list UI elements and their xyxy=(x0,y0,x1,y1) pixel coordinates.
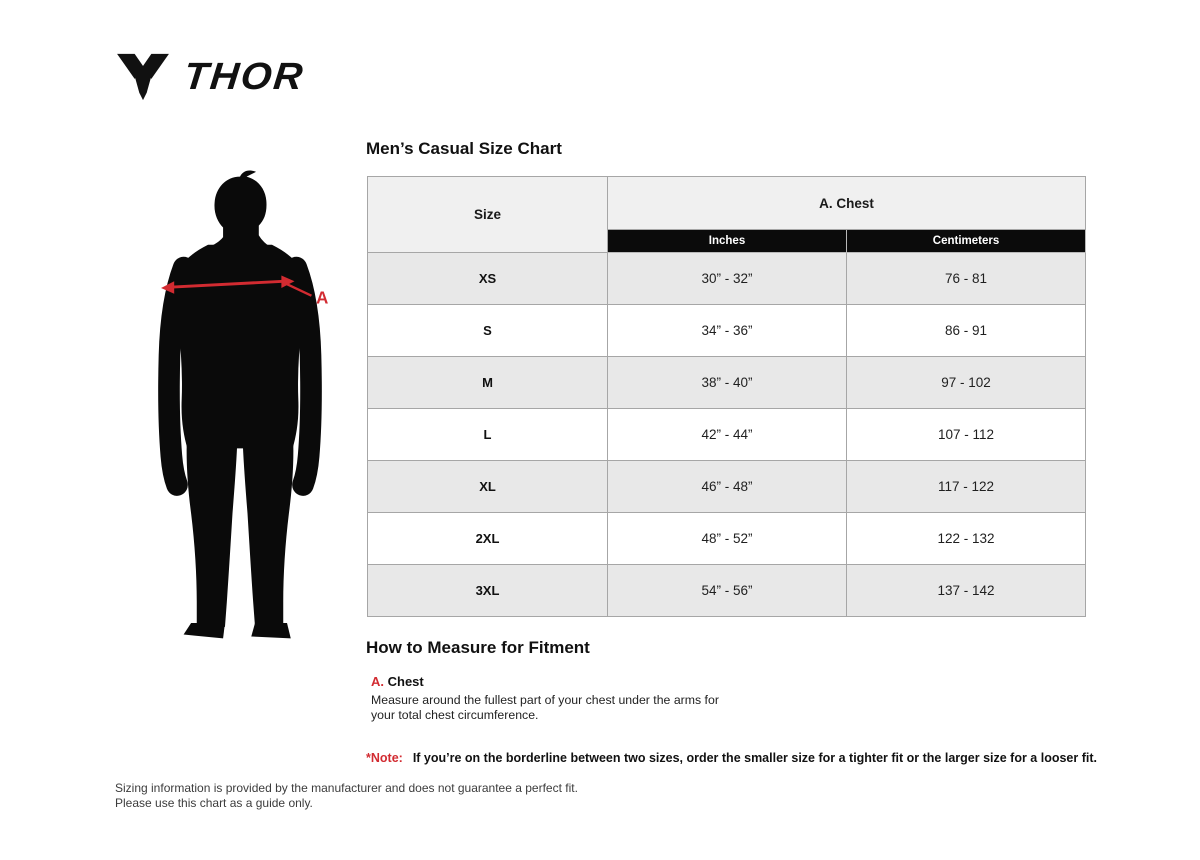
table-row xyxy=(368,565,1086,617)
inches-cell: 48” - 52” xyxy=(608,513,847,565)
disclaimer-line-2: Please use this chart as a guide only. xyxy=(115,796,313,811)
inches-cell: 42” - 44” xyxy=(608,409,847,461)
table-row xyxy=(368,409,1086,461)
centimeters-cell: 117 - 122 xyxy=(847,461,1086,513)
table-row xyxy=(368,253,1086,305)
chest-group-header: A. Chest xyxy=(608,177,1086,230)
note-prefix: *Note: xyxy=(366,751,403,765)
centimeters-cell: 76 - 81 xyxy=(847,253,1086,305)
brand-logo xyxy=(114,52,307,102)
measure-label-a: A xyxy=(316,288,329,308)
size-table xyxy=(367,176,1086,617)
body-silhouette xyxy=(146,168,334,648)
centimeters-cell: 137 - 142 xyxy=(847,565,1086,617)
measure-item-title xyxy=(371,674,731,689)
how-to-measure-heading: How to Measure for Fitment xyxy=(366,638,590,657)
table-row xyxy=(368,357,1086,409)
centimeters-cell: 107 - 112 xyxy=(847,409,1086,461)
sizing-note xyxy=(366,751,1097,765)
brand-wordmark: THOR xyxy=(181,56,307,98)
size-table-body xyxy=(368,253,1086,617)
table-header-row xyxy=(368,177,1086,230)
inches-cell: 34” - 36” xyxy=(608,305,847,357)
centimeters-cell: 122 - 132 xyxy=(847,513,1086,565)
size-cell: 2XL xyxy=(368,513,608,565)
inches-cell: 54” - 56” xyxy=(608,565,847,617)
size-chart-title: Men’s Casual Size Chart xyxy=(366,139,562,158)
size-cell: XS xyxy=(368,253,608,305)
silhouette-body xyxy=(169,171,311,639)
centimeters-unit-header: Centimeters xyxy=(847,230,1086,253)
inches-cell: 38” - 40” xyxy=(608,357,847,409)
thor-horns-icon xyxy=(114,52,172,102)
centimeters-cell: 86 - 91 xyxy=(847,305,1086,357)
size-cell: L xyxy=(368,409,608,461)
table-row xyxy=(368,461,1086,513)
size-cell: M xyxy=(368,357,608,409)
size-column-header: Size xyxy=(368,177,608,253)
size-cell: 3XL xyxy=(368,565,608,617)
size-cell: S xyxy=(368,305,608,357)
inches-unit-header: Inches xyxy=(608,230,847,253)
table-row xyxy=(368,305,1086,357)
inches-cell: 46” - 48” xyxy=(608,461,847,513)
centimeters-cell: 97 - 102 xyxy=(847,357,1086,409)
measure-item-label: Chest xyxy=(387,674,424,689)
inches-cell: 30” - 32” xyxy=(608,253,847,305)
note-text: If you’re on the borderline between two sizes, order the smaller size for a tighter fit or the larger size for a looser fit. xyxy=(412,751,1097,765)
table-row xyxy=(368,513,1086,565)
measure-item-chest xyxy=(371,674,731,723)
size-cell: XL xyxy=(368,461,608,513)
disclaimer xyxy=(115,781,578,812)
disclaimer-line-1: Sizing information is provided by the manufacturer and does not guarantee a perfect fit. xyxy=(115,781,578,795)
measure-item-description: Measure around the fullest part of your chest under the arms for your total chest circumference. xyxy=(371,693,719,722)
measure-item-key: A. xyxy=(371,674,384,689)
